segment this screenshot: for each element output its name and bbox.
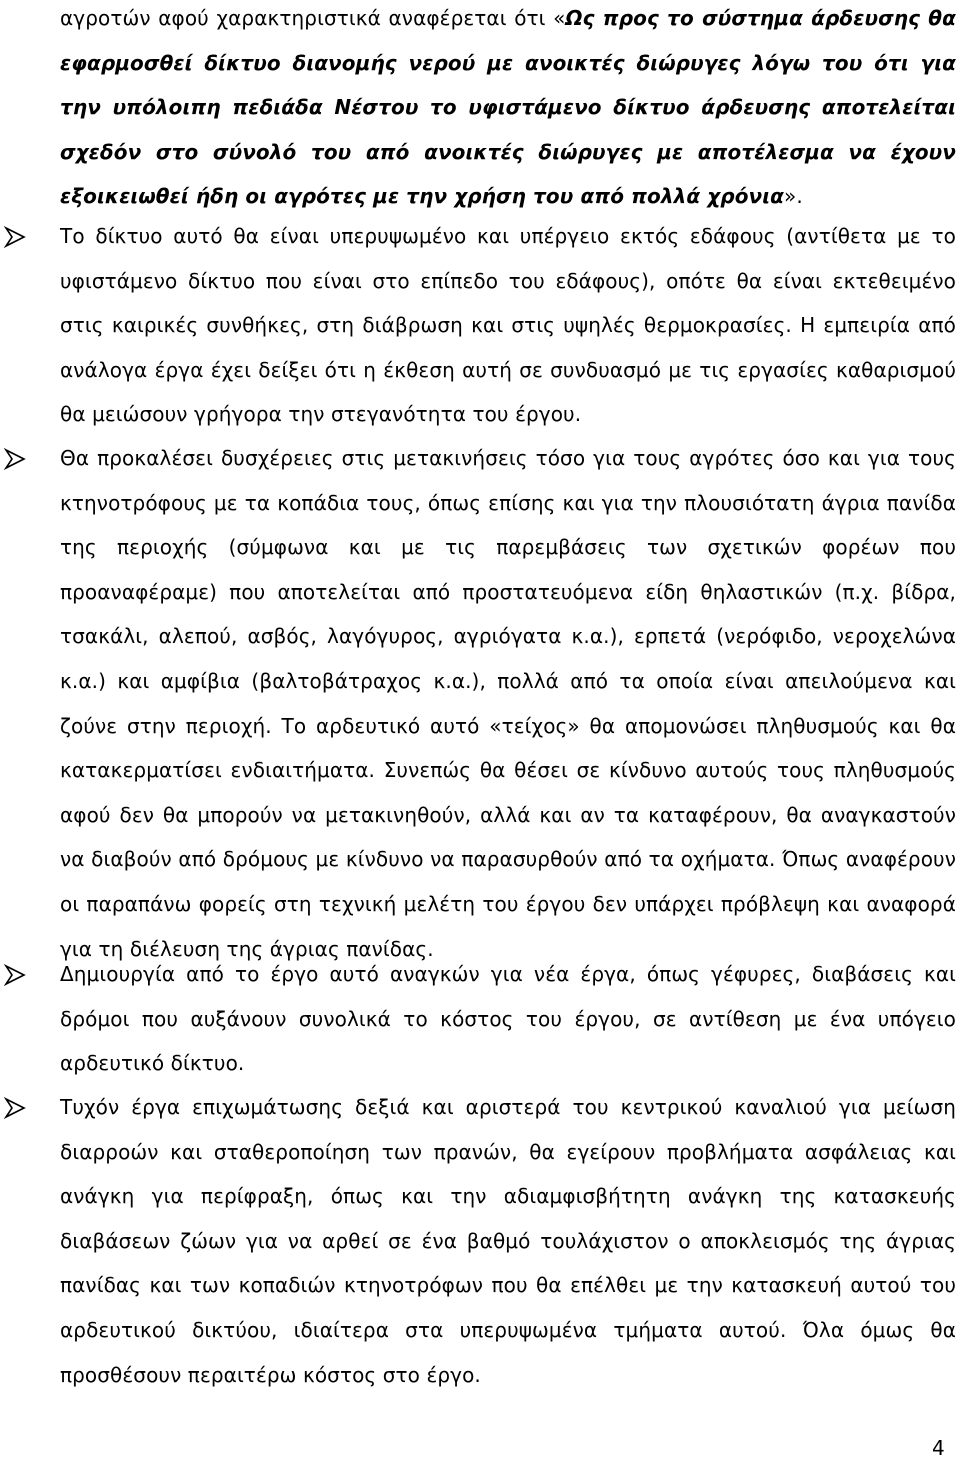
arrowhead-bullet-icon xyxy=(2,224,28,250)
bullet-text: Τυχόν έργα επιχωμάτωσης δεξιά και αριστερά του κεντρικού καναλιού για μείωση διαρροών και σταθεροποίηση των πρανών, θα εγείρουν προβλήματα ασφάλειας και ανάγκη για περίφραξη, όπως και την αδιαμφισβήτητη ανάγκη της κατασκευής διαβάσεων ζώων για να αρθεί σε ένα βαθμό τουλάχιστον ο αποκλεισμός της άγριας πανίδας και των κοπαδιών κτηνοτρόφων που θα επέλθει με την κατασκευή αυτού του αρδευτικού δικτύου, ιδιαίτερα στα υπερυψωμένα τμήματα αυτού. Όλα όμως θα προσθέσουν περαιτέρω κόστος στο έργο. xyxy=(60,1095,956,1387)
intro-lead-text: αγροτών αφού χαρακτηριστικά αναφέρεται ότι « xyxy=(60,6,566,30)
bullet-text: Το δίκτυο αυτό θα είναι υπερυψωμένο και υπέργειο εκτός εδάφους (αντίθετα με το υφιστάμενο δίκτυο που είναι στο επίπεδο του εδάφους), οπότε θα είναι εκτεθειμένο στις καιρικές συνθήκες, στη διάβρωση και στις υψηλές θερμοκρασίες. Η εμπειρία από ανάλογα έργα έχει δείξει ότι η έκθεση αυτή σε συνδυασμό με τις εργασίες καθαρισμού θα μειώσουν γρήγορα την στεγανότητα του έργου. xyxy=(60,224,956,427)
arrowhead-bullet-icon xyxy=(2,1095,28,1121)
intro-tail-text: ». xyxy=(784,184,803,209)
bullet-text: Δημιουργία από το έργο αυτό αναγκών για νέα έργα, όπως γέφυρες, διαβάσεις και δρόμοι που αυξάνουν συνολικά το κόστος του έργου, σε αντίθεση με ένα υπόγειο αρδευτικό δίκτυο. xyxy=(60,962,956,1076)
bullet-text: Θα προκαλέσει δυσχέρειες στις μετακινήσεις τόσο για τους αγρότες όσο και για τους κτηνοτρόφους με τα κοπάδια τους, όπως επίσης και για την πλουσιότατη άγρια πανίδα της περιοχής (σύμφωνα και με τις παρεμβάσεις των σχετικών φορέων που προαναφέραμε) που αποτελείται από προστατευόμενα είδη θηλαστικών (π.χ. βίδρα, τσακάλι, αλεπού, ασβός, λαγόγυρος, αγριόγατα κ.α.), ερπετά (νερόφιδο, νεροχελώνα κ.α.) και αμφίβια (βαλτοβάτραχος κ.α.), πολλά από τα οποία είναι απειλούμενα και ζούνε στην περιοχή. Το αρδευτικό αυτό «τείχος» θα απομονώσει πληθυσμούς και θα κατακερματίσει ενδιαιτήματα. Συνεπώς θα θέσει σε κίνδυνο αυτούς τους πληθυσμούς αφού δεν θα μπορούν να μετακινηθούν, αλλά και αν τα καταφέρουν, θα αναγκαστούν να διαβούν από δρόμους με κίνδυνο να παρασυρθούν από τα οχήματα. Όπως αναφέρουν οι παραπάνω φορείς στη τεχνική μελέτη του έργου δεν υπάρχει πρόβλεψη και αναφορά για τη διέλευση της άγριας πανίδας. xyxy=(60,446,956,961)
arrowhead-bullet-icon xyxy=(2,446,28,472)
arrowhead-bullet-icon xyxy=(2,962,28,988)
intro-quoted-text: Ως προς το σύστημα άρδευσης θα εφαρμοσθεί δίκτυο διανομής νερού με ανοικτές διώρυγες λόγω του ότι για την υπόλοιπη πεδιάδα Νέστου το υφιστάμενο δίκτυο άρδευσης αποτελείται σχεδόν στο σύνολό του από ανοικτές διώρυγες με αποτέλεσμα να έχουν εξοικειωθεί ήδη οι αγρότες με την χρήση του από πολλά χρόνια xyxy=(60,6,956,209)
intro-paragraph xyxy=(60,0,956,219)
page-number: 4 xyxy=(932,1436,945,1460)
